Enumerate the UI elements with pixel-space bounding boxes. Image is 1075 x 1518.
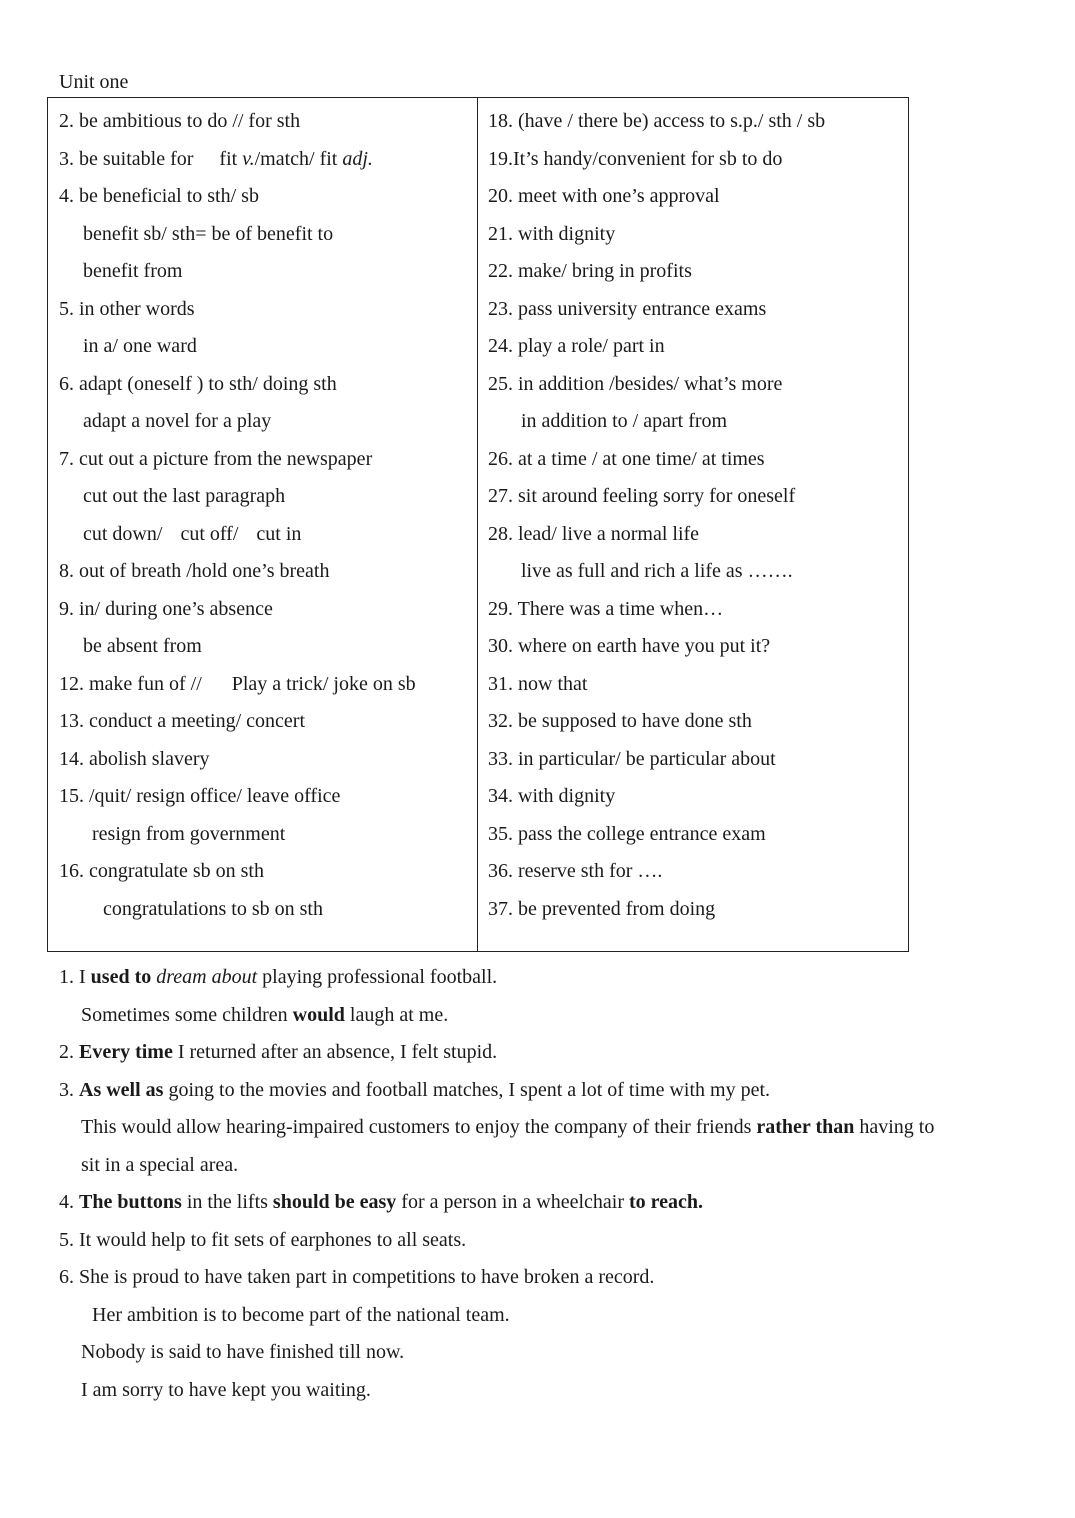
sentence-line: Her ambition is to become part of the national team. [92, 1303, 510, 1326]
phrase-line: congratulations to sb on sth [103, 897, 323, 920]
phrase-table [47, 97, 909, 952]
phrase-line: cut out the last paragraph [83, 485, 286, 507]
phrase-line: 6. adapt (oneself ) to sth/ doing sth [59, 372, 337, 395]
sentence-line: Sometimes some children would laugh at me. [81, 1003, 449, 1026]
phrase-line: 29. There was a time when… [488, 597, 724, 620]
phrase-line: 21. with dignity [488, 222, 616, 245]
sentence-line: 1. I used to dream about playing professional football. [59, 966, 498, 988]
phrase-line: benefit sb/ sth= be of benefit to [83, 222, 334, 245]
phrase-line: be absent from [83, 635, 202, 657]
phrase-line: 18. (have / there be) access to s.p./ sth / sb [488, 110, 826, 132]
phrase-line: 24. play a role/ part in [488, 335, 665, 357]
right-column [478, 98, 908, 951]
phrase-line: 7. cut out a picture from the newspaper [59, 447, 373, 470]
phrase-line: 19.It’s handy/convenient for sb to do [488, 147, 783, 170]
phrase-line: 4. be beneficial to sth/ sb [59, 185, 259, 207]
phrase-line: 2. be ambitious to do // for sth [59, 110, 301, 132]
phrase-line: 31. now that [488, 672, 588, 695]
example-sentences [59, 962, 1059, 1412]
phrase-line: in addition to / apart from [521, 410, 728, 432]
phrase-line: 36. reserve sth for …. [488, 860, 663, 882]
sentence-line: sit in a special area. [81, 1153, 239, 1176]
sentence-line: 2. Every time I returned after an absence, I felt stupid. [59, 1041, 498, 1063]
phrase-line: 37. be prevented from doing [488, 897, 716, 920]
phrase-line: 28. lead/ live a normal life [488, 522, 700, 545]
phrase-line: in a/ one ward [83, 335, 197, 357]
sentence-line: 6. She is proud to have taken part in competitions to have broken a record. [59, 1266, 655, 1288]
phrase-line: 8. out of breath /hold one’s breath [59, 560, 330, 582]
phrase-line: 23. pass university entrance exams [488, 297, 767, 320]
phrase-line: resign from government [92, 822, 286, 845]
phrase-line: 25. in addition /besides/ what’s more [488, 372, 783, 395]
phrase-line: 35. pass the college entrance exam [488, 822, 766, 845]
phrase-line: 27. sit around feeling sorry for oneself [488, 485, 796, 507]
sentence-line: I am sorry to have kept you waiting. [81, 1378, 371, 1401]
sentence-line: This would allow hearing-impaired customers to enjoy the company of their friends rather than having to [81, 1116, 935, 1138]
phrase-line: live as full and rich a life as ……. [521, 560, 793, 582]
left-column [48, 98, 478, 951]
phrase-line: 32. be supposed to have done sth [488, 710, 752, 732]
phrase-line: 5. in other words [59, 297, 195, 320]
phrase-line: 13. conduct a meeting/ concert [59, 710, 306, 732]
sentence-line: 4. The buttons in the lifts should be easy for a person in a wheelchair to reach. [59, 1191, 704, 1213]
phrase-line: cut down/ cut off/ cut in [83, 522, 302, 545]
phrase-line: 22. make/ bring in profits [488, 260, 692, 282]
phrase-line: 20. meet with one’s approval [488, 185, 720, 207]
phrase-line: 9. in/ during one’s absence [59, 597, 273, 620]
phrase-line: 33. in particular/ be particular about [488, 747, 776, 770]
phrase-line: 14. abolish slavery [59, 747, 210, 770]
page-title: Unit one [59, 71, 129, 93]
sentence-line: 5. It would help to fit sets of earphones to all seats. [59, 1228, 467, 1251]
sentence-line: Nobody is said to have finished till now. [81, 1341, 405, 1363]
phrase-line: adapt a novel for a play [83, 410, 272, 432]
phrase-line: 30. where on earth have you put it? [488, 635, 771, 657]
phrase-line: benefit from [83, 260, 183, 282]
phrase-line: 26. at a time / at one time/ at times [488, 447, 765, 470]
phrase-line: 3. be suitable for fit v./match/ fit adj. [59, 147, 373, 170]
phrase-line: 34. with dignity [488, 785, 616, 807]
phrase-line: 12. make fun of // Play a trick/ joke on sb [59, 672, 416, 695]
phrase-line: 16. congratulate sb on sth [59, 860, 264, 882]
phrase-line: 15. /quit/ resign office/ leave office [59, 785, 341, 807]
sentence-line: 3. As well as going to the movies and football matches, I spent a lot of time with my pet. [59, 1078, 771, 1101]
